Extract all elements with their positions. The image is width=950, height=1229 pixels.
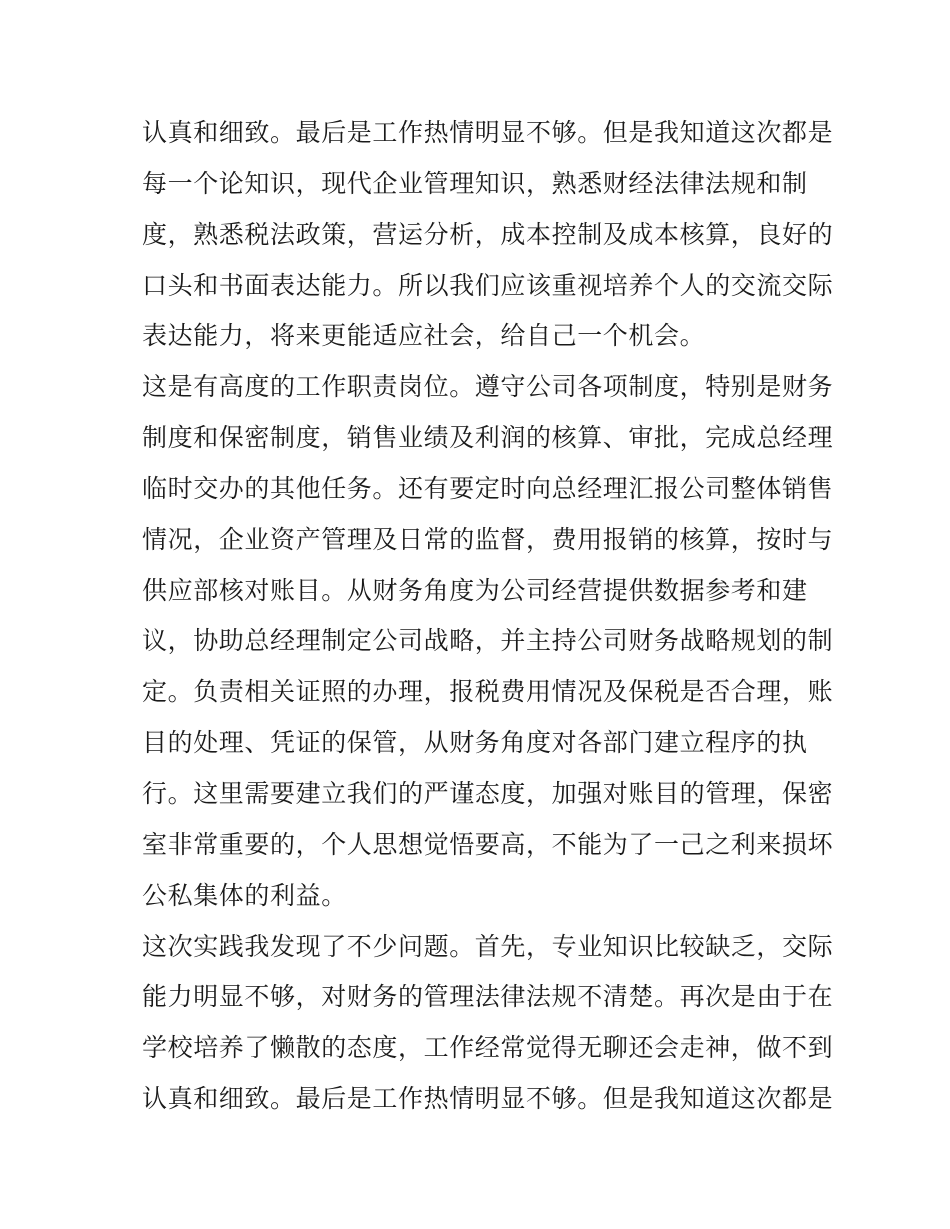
text-line: 能力明显不够，对财务的管理法律法规不清楚。再次是由于在 xyxy=(142,982,834,1012)
text-line: 学校培养了懒散的态度，工作经常觉得无聊还会走神，做不到 xyxy=(142,1033,834,1063)
text-line: 情况，企业资产管理及日常的监督，费用报销的核算，按时与 xyxy=(142,524,834,554)
text-line: 每一个论知识，现代企业管理知识，熟悉财经法律法规和制 xyxy=(142,168,808,198)
text-line: 公私集体的利益。 xyxy=(142,880,347,910)
text-line: 这是有高度的工作职责岗位。遵守公司各项制度，特别是财务 xyxy=(142,372,834,402)
text-line: 室非常重要的，个人思想觉悟要高，不能为了一己之利来损坏 xyxy=(142,829,834,859)
text-line: 定。负责相关证照的办理，报税费用情况及保税是否合理，账 xyxy=(142,677,834,707)
text-line: 认真和细致。最后是工作热情明显不够。但是我知道这次都是 xyxy=(142,118,834,147)
text-line: 度，熟悉税法政策，营运分析，成本控制及成本核算，良好的 xyxy=(142,219,834,249)
text-line: 临时交办的其他任务。还有要定时向总经理汇报公司整体销售 xyxy=(142,473,834,503)
text-line: 认真和细致。最后是工作热情明显不够。但是我知道这次都是 xyxy=(142,1084,834,1114)
text-line: 行。这里需要建立我们的严谨态度，加强对账目的管理，保密 xyxy=(142,778,834,808)
text-line: 制度和保密制度，销售业绩及利润的核算、审批，完成总经理 xyxy=(142,423,834,453)
text-line: 目的处理、凭证的保管，从财务角度对各部门建立程序的执 xyxy=(142,728,808,758)
text-line: 口头和书面表达能力。所以我们应该重视培养个人的交流交际 xyxy=(142,270,834,300)
text-line: 这次实践我发现了不少问题。首先，专业知识比较缺乏，交际 xyxy=(142,931,834,961)
text-line: 表达能力，将来更能适应社会，给自己一个机会。 xyxy=(142,321,706,351)
document-body xyxy=(142,108,834,1125)
text-line: 议，协助总经理制定公司战略，并主持公司财务战略规划的制 xyxy=(142,626,834,656)
text-line: 供应部核对账目。从财务角度为公司经营提供数据参考和建 xyxy=(142,575,808,605)
